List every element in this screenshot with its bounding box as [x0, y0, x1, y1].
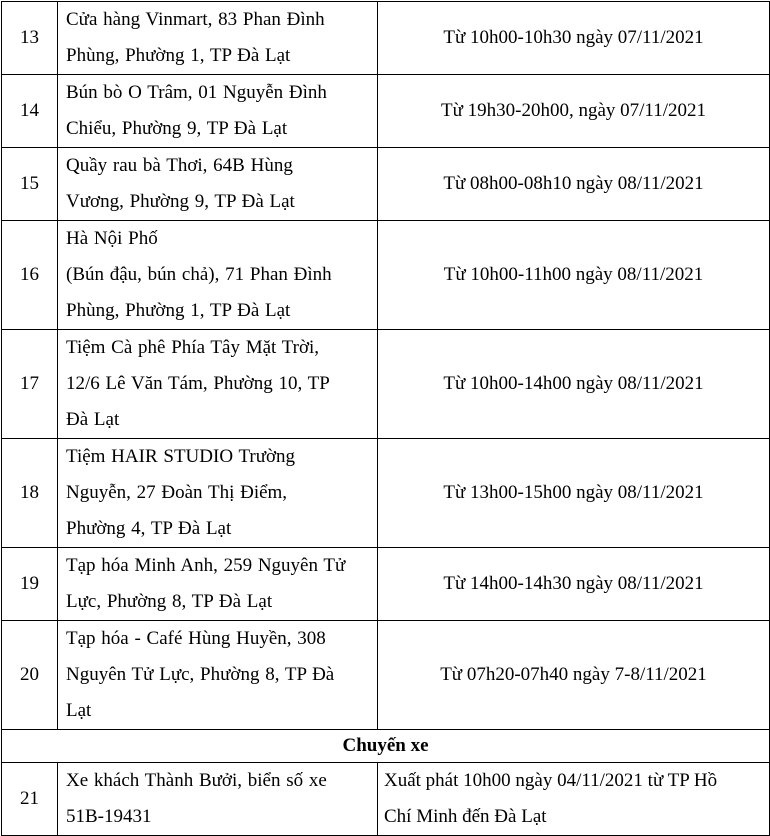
- table-row: [2, 221, 770, 330]
- vehicle-text-line: Xe khách Thành Bưởi, biển số xe: [66, 770, 327, 791]
- table-row: [2, 439, 770, 548]
- location-text-line: Tiệm HAIR STUDIO Trường: [66, 446, 296, 467]
- row-number: 18: [2, 439, 58, 548]
- time-cell: Từ 14h00-14h30 ngày 08/11/2021: [378, 548, 770, 621]
- section-header-row: [2, 730, 770, 763]
- location-text-line: Lực, Phường 8, TP Đà Lạt: [66, 591, 273, 612]
- location-text-line: Tạp hóa - Café Hùng Huyền, 308: [66, 628, 326, 649]
- row-number: 17: [2, 330, 58, 439]
- time-cell: Từ 13h00-15h00 ngày 08/11/2021: [378, 439, 770, 548]
- vehicle-text-line: 51B-19431: [66, 806, 152, 827]
- location-text-line: Vương, Phường 9, TP Đà Lạt: [66, 191, 295, 212]
- location-text-line: Phùng, Phường 1, TP Đà Lạt: [66, 300, 291, 321]
- location-text-line: Tạp hóa Minh Anh, 259 Nguyên Tử: [66, 555, 346, 576]
- location-cell: [58, 221, 378, 330]
- time-cell: Từ 08h00-08h10 ngày 08/11/2021: [378, 148, 770, 221]
- location-text-line: Bún bò O Trâm, 01 Nguyễn Đình: [66, 82, 327, 103]
- location-text-line: Phùng, Phường 1, TP Đà Lạt: [66, 45, 291, 66]
- location-text-line: Chiểu, Phường 9, TP Đà Lạt: [66, 118, 288, 139]
- location-text-line: Phường 4, TP Đà Lạt: [66, 518, 232, 539]
- departure-text-line: Xuất phát 10h00 ngày 04/11/2021 từ TP Hồ: [384, 770, 718, 791]
- location-text-line: 12/6 Lê Văn Tám, Phường 10, TP: [66, 373, 330, 394]
- time-cell: Từ 10h00-10h30 ngày 07/11/2021: [378, 2, 770, 75]
- row-number: 15: [2, 148, 58, 221]
- table-row: [2, 330, 770, 439]
- row-number: 13: [2, 2, 58, 75]
- location-cell: [58, 548, 378, 621]
- table-row: [2, 621, 770, 730]
- table-row: [2, 548, 770, 621]
- row-number: 20: [2, 621, 58, 730]
- location-cell: [58, 148, 378, 221]
- time-cell: Từ 19h30-20h00, ngày 07/11/2021: [378, 75, 770, 148]
- locations-table-body: [2, 2, 770, 836]
- location-cell: [58, 439, 378, 548]
- location-text-line: (Bún đậu, bún chả), 71 Phan Đình: [66, 264, 332, 285]
- location-cell: [58, 2, 378, 75]
- row-number: 19: [2, 548, 58, 621]
- locations-table: [1, 1, 770, 836]
- location-text-line: Hà Nội Phố: [66, 228, 158, 249]
- time-cell: Từ 10h00-14h00 ngày 08/11/2021: [378, 330, 770, 439]
- location-text-line: Nguyên Tử Lực, Phường 8, TP Đà: [66, 664, 335, 685]
- location-text-line: Đà Lạt: [66, 409, 120, 430]
- location-cell: [58, 75, 378, 148]
- row-number: 21: [2, 763, 58, 836]
- table-row: [2, 2, 770, 75]
- row-number: 16: [2, 221, 58, 330]
- time-cell: Từ 07h20-07h40 ngày 7-8/11/2021: [378, 621, 770, 730]
- departure-text-line: Chí Minh đến Đà Lạt: [384, 806, 547, 827]
- location-cell: [58, 621, 378, 730]
- time-cell: Từ 10h00-11h00 ngày 08/11/2021: [378, 221, 770, 330]
- section-header: Chuyến xe: [2, 730, 770, 763]
- location-text-line: Tiệm Cà phê Phía Tây Mặt Trời,: [66, 337, 320, 358]
- table-row: [2, 75, 770, 148]
- location-text-line: Quầy rau bà Thơi, 64B Hùng: [66, 155, 293, 176]
- location-cell: [58, 330, 378, 439]
- location-text-line: Nguyễn, 27 Đoàn Thị Điểm,: [66, 482, 288, 503]
- table-row: [2, 148, 770, 221]
- location-text-line: Lạt: [66, 700, 92, 721]
- location-text-line: Cửa hàng Vinmart, 83 Phan Đình: [66, 9, 325, 30]
- row-number: 14: [2, 75, 58, 148]
